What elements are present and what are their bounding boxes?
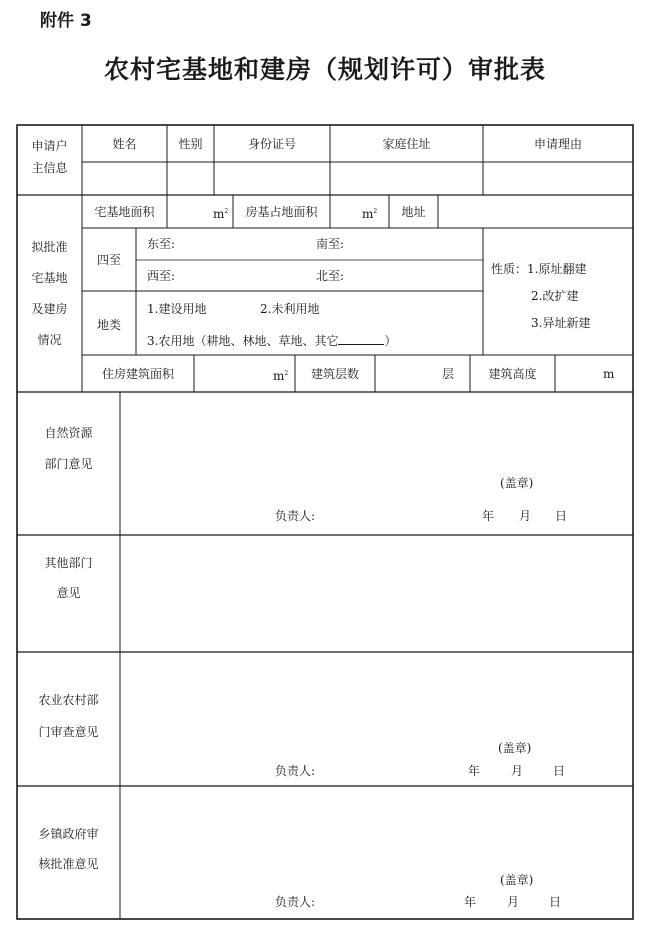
opinion-label-line2: 部门意见 bbox=[44, 457, 93, 471]
land-type-construction: 1.建设用地 bbox=[147, 302, 207, 316]
month-label: 月 bbox=[519, 509, 532, 523]
opinion-label-line2: 门审查意见 bbox=[38, 725, 99, 739]
height-label: 建筑高度 bbox=[488, 367, 537, 381]
homestead-area-unit: $m^2$ bbox=[213, 207, 229, 221]
opinion-label-line1: 其他部门 bbox=[44, 556, 93, 570]
address-label: 地址 bbox=[401, 205, 426, 219]
seal-label: (盖章) bbox=[500, 873, 534, 887]
west-boundary: 西至: bbox=[147, 269, 176, 283]
other-blank-line[interactable] bbox=[338, 333, 384, 345]
day-label: 日 bbox=[549, 895, 562, 909]
person-in-charge-label: 负责人: bbox=[275, 509, 316, 523]
land-type-unused: 2.未利用地 bbox=[260, 302, 320, 316]
seal-label: (盖章) bbox=[500, 476, 534, 490]
nature-option-expand: 2.改扩建 bbox=[531, 289, 579, 303]
opinion-label-line2: 核批准意见 bbox=[38, 857, 99, 871]
year-label: 年 bbox=[468, 764, 481, 778]
col-gender: 性别 bbox=[178, 137, 203, 151]
attachment-label: 附件 3 bbox=[40, 11, 92, 31]
proposed-label-line4: 情况 bbox=[37, 333, 62, 347]
month-label: 月 bbox=[511, 764, 524, 778]
opinion-input-area[interactable] bbox=[121, 536, 632, 651]
applicant-label-line1: 申请户 bbox=[31, 139, 68, 153]
year-label: 年 bbox=[464, 895, 477, 909]
east-boundary: 东至: bbox=[147, 237, 176, 251]
id-number-field[interactable] bbox=[215, 163, 329, 194]
name-field[interactable] bbox=[83, 163, 166, 194]
seal-label: (盖章) bbox=[498, 741, 532, 755]
footprint-area-unit: $m^2$ bbox=[362, 207, 378, 221]
proposed-label-line2: 宅基地 bbox=[31, 271, 68, 285]
floor-area-label: 住房建筑面积 bbox=[101, 367, 174, 381]
floors-label: 建筑层数 bbox=[310, 367, 359, 381]
person-in-charge-label: 负责人: bbox=[275, 895, 316, 909]
south-boundary: 南至: bbox=[316, 237, 345, 251]
homestead-area-label: 宅基地面积 bbox=[94, 205, 155, 219]
opinion-label-line1: 农业农村部 bbox=[38, 693, 99, 707]
proposed-label-line3: 及建房 bbox=[31, 302, 68, 316]
nature-label: 性质：1.原址翻建 bbox=[491, 262, 587, 276]
person-in-charge-label: 负责人: bbox=[275, 764, 316, 778]
applicant-label-line2: 主信息 bbox=[31, 161, 68, 175]
footprint-area-label: 房基占地面积 bbox=[245, 205, 318, 219]
opinion-label-line1: 乡镇政府审 bbox=[38, 827, 99, 841]
gender-field[interactable] bbox=[168, 163, 213, 194]
day-label: 日 bbox=[553, 764, 566, 778]
col-name: 姓名 bbox=[112, 137, 137, 151]
home-address-field[interactable] bbox=[331, 163, 482, 194]
floors-unit: 层 bbox=[442, 367, 455, 381]
nature-option-relocate: 3.异址新建 bbox=[531, 316, 591, 330]
reason-field[interactable] bbox=[484, 163, 632, 194]
day-label: 日 bbox=[555, 509, 568, 523]
land-type-label: 地类 bbox=[96, 318, 121, 332]
proposed-label-line1: 拟批准 bbox=[31, 240, 68, 254]
year-label: 年 bbox=[482, 509, 495, 523]
land-type-agricultural: 3.农用地（耕地、林地、草地、其它 ） bbox=[147, 334, 397, 348]
col-home-address: 家庭住址 bbox=[382, 137, 431, 151]
height-unit: m bbox=[603, 367, 615, 381]
col-reason: 申请理由 bbox=[533, 137, 582, 151]
col-id-number: 身份证号 bbox=[247, 137, 296, 151]
page-title: 农村宅基地和建房（规划许可）审批表 bbox=[103, 55, 546, 84]
four-boundaries-label: 四至 bbox=[96, 253, 121, 267]
month-label: 月 bbox=[507, 895, 520, 909]
opinion-label-line1: 自然资源 bbox=[44, 426, 93, 440]
north-boundary: 北至: bbox=[316, 269, 345, 283]
opinion-label-line2: 意见 bbox=[56, 586, 81, 600]
floor-area-unit: $m^2$ bbox=[273, 369, 289, 383]
